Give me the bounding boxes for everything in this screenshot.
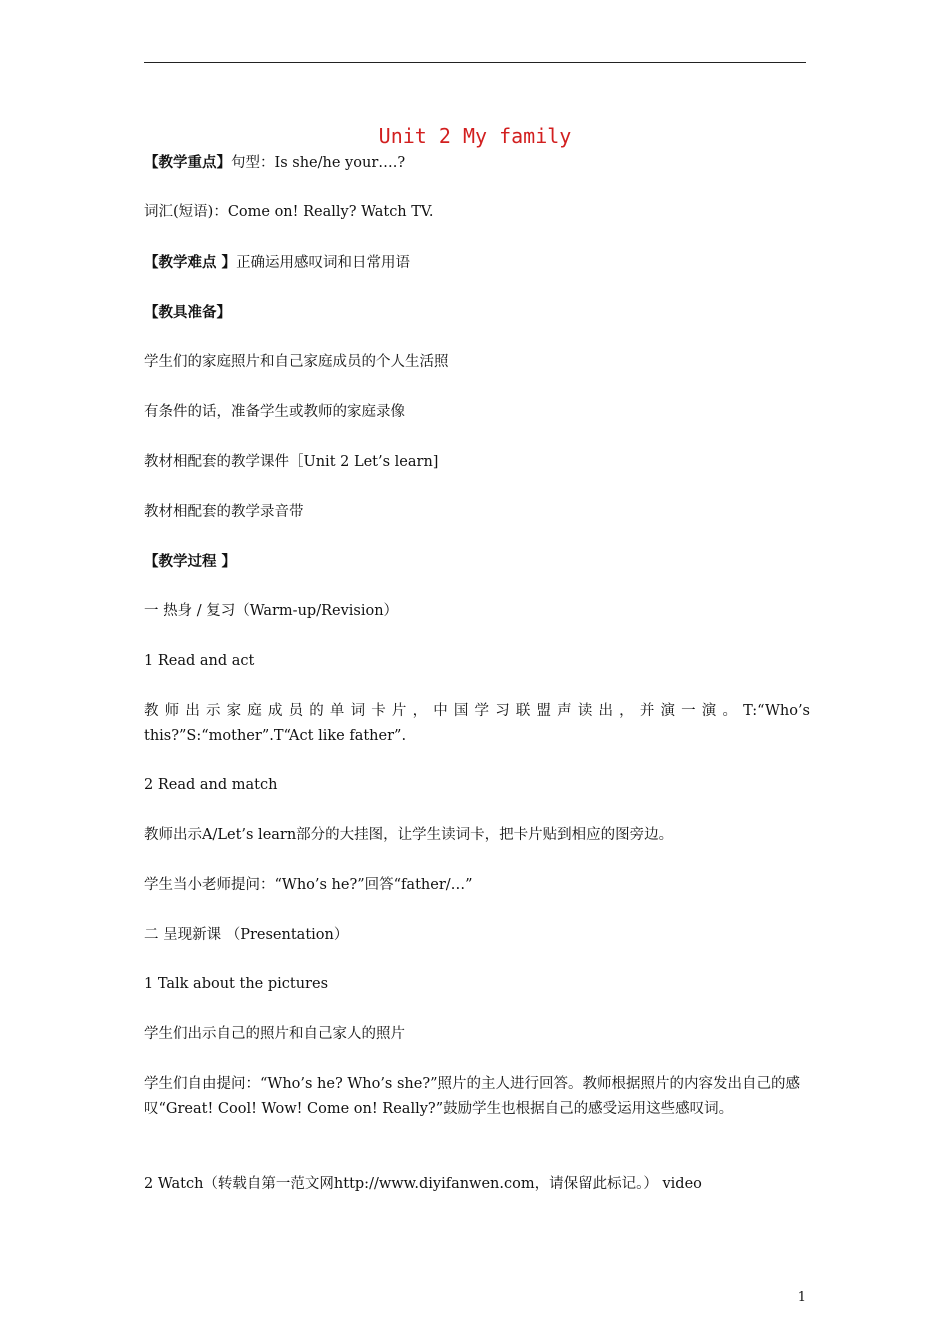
line-text: 1 Talk about the pictures xyxy=(144,976,329,992)
line-text: 学生们出示自己的照片和自己家人的照片 xyxy=(144,1026,405,1042)
line-key-points xyxy=(144,150,810,176)
header-rule xyxy=(144,62,806,63)
line-aid-courseware xyxy=(144,450,810,475)
line-text: 教师出示A/Let’s learn部分的大挂图，让学生读词卡，把卡片贴到相应的图旁边。 xyxy=(144,827,674,843)
line-read-and-match xyxy=(144,773,810,798)
line-text: 正确运用感叹词和日常用语 xyxy=(236,255,411,271)
line-text: 教材相配套的教学课件［Unit 2 Let’s learn] xyxy=(144,454,439,470)
line-text: 2 Read and match xyxy=(144,777,278,793)
line-text: 句型：Is she/he your….? xyxy=(231,155,406,171)
line-text: 1 Read and act xyxy=(144,653,255,669)
section-label: 【教学重点】 xyxy=(144,154,231,171)
line-text: 教 师 出 示 家 庭 成 员 的 单 词 卡 片 ， 中 国 学 习 联 盟 声 读 出 ， 并 演 一 演 。 T:“Who’s this?”S:“mother”.T“Act like father”. xyxy=(144,703,810,744)
section-label: 【教学难点 】 xyxy=(144,254,237,271)
line-text: 有条件的话，准备学生或教师的家庭录像 xyxy=(144,404,405,420)
section-label: 【教学过程 】 xyxy=(144,553,237,570)
line-teaching-aids-heading xyxy=(144,300,810,326)
line-text: 一 热身 / 复习（Warm-up/Revision） xyxy=(144,603,399,619)
line-text: 学生当小老师提问：“Who’s he?”回答“father/…” xyxy=(144,877,473,893)
page-number: 1 xyxy=(797,1290,806,1305)
line-aid-tape xyxy=(144,500,810,525)
line-vocabulary xyxy=(144,200,810,225)
line-process-heading xyxy=(144,549,810,575)
line-text: 词汇(短语)：Come on! Really? Watch TV. xyxy=(144,204,434,220)
line-text: 学生们自由提问：“Who’s he? Who’s she?”照片的主人进行回答。教师根据照片的内容发出自己的感叹“Great! Cool! Wow! Come on! Really?”鼓励学生也根据自己的感受运用这些感叹词。 xyxy=(144,1076,801,1117)
line-text: 教材相配套的教学录音带 xyxy=(144,504,304,520)
line-text: 二 呈现新课 （Presentation） xyxy=(144,927,349,943)
line-warmup-heading xyxy=(144,599,810,624)
paragraph-free-questions xyxy=(144,1072,810,1122)
line-aid-photos xyxy=(144,350,810,375)
section-label: 【教具准备】 xyxy=(144,304,231,321)
paragraph-word-cards xyxy=(144,699,810,749)
line-watch-video xyxy=(144,1172,810,1197)
line-difficult-points xyxy=(144,250,810,276)
line-talk-about-pictures xyxy=(144,972,810,997)
line-wall-chart xyxy=(144,823,810,848)
document-title: Unit 2 My family xyxy=(378,124,572,148)
line-text: 学生们的家庭照片和自己家庭成员的个人生活照 xyxy=(144,354,449,370)
line-little-teacher xyxy=(144,873,810,898)
line-read-and-act xyxy=(144,649,810,674)
line-aid-video xyxy=(144,400,810,425)
line-presentation-heading xyxy=(144,923,810,948)
line-show-photos xyxy=(144,1022,810,1047)
line-text: 2 Watch（转载自第一范文网http://www.diyifanwen.com，请保留此标记。） video xyxy=(144,1176,702,1192)
